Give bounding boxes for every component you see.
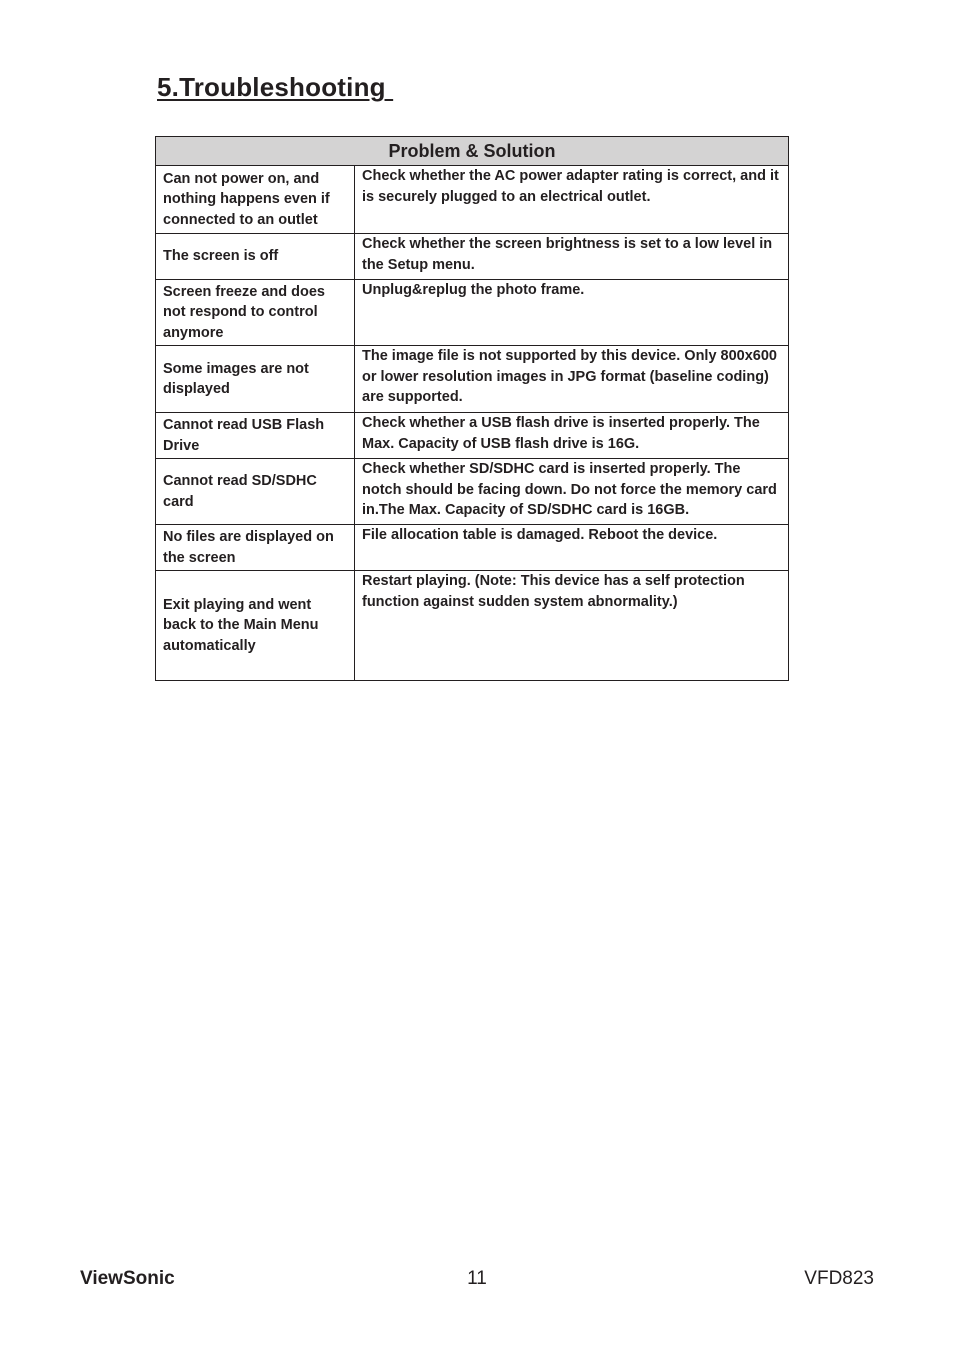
solution-cell: The image file is not supported by this device. Only 800x600 or lower resolution images in JPG format (baseline coding) are supported.	[355, 346, 789, 413]
footer-brand: ViewSonic	[80, 1268, 175, 1289]
table-row	[156, 459, 789, 525]
problem-cell: No files are displayed on the screen	[156, 525, 355, 571]
solution-cell: Check whether a USB flash drive is inserted properly. The Max. Capacity of USB flash drive is 16G.	[355, 413, 789, 459]
table-row	[156, 571, 789, 681]
table-header: Problem & Solution	[156, 137, 789, 166]
solution-cell: File allocation table is damaged. Reboot the device.	[355, 525, 789, 571]
problem-cell: Cannot read USB Flash Drive	[156, 413, 355, 459]
solution-cell: Check whether the screen brightness is set to a low level in the Setup menu.	[355, 234, 789, 280]
table-row	[156, 280, 789, 346]
solution-cell: Check whether SD/SDHC card is inserted properly. The notch should be facing down. Do not force the memory card in.The Max. Capacity of SD/SDHC card is 16GB.	[355, 459, 789, 525]
table-row	[156, 525, 789, 571]
page-number: 11	[467, 1268, 487, 1289]
problem-cell: Screen freeze and does not respond to control anymore	[156, 280, 355, 346]
solution-cell: Check whether the AC power adapter rating is correct, and it is securely plugged to an electrical outlet.	[355, 166, 789, 234]
table-row	[156, 413, 789, 459]
table-header-row	[156, 137, 789, 166]
table-row	[156, 166, 789, 234]
problem-cell: Exit playing and went back to the Main Menu automatically	[156, 571, 355, 681]
troubleshooting-table	[155, 136, 789, 681]
problem-cell: Some images are not displayed	[156, 346, 355, 413]
solution-cell: Unplug&replug the photo frame.	[355, 280, 789, 346]
problem-cell: Can not power on, and nothing happens even if connected to an outlet	[156, 166, 355, 234]
footer-model: VFD823	[804, 1268, 874, 1289]
table-row	[156, 234, 789, 280]
problem-cell: The screen is off	[156, 234, 355, 280]
problem-cell: Cannot read SD/SDHC card	[156, 459, 355, 525]
solution-cell: Restart playing. (Note: This device has a self protection function against sudden system abnormality.)	[355, 571, 789, 681]
page-title: 5.Troubleshooting	[157, 72, 394, 102]
table-row	[156, 346, 789, 413]
